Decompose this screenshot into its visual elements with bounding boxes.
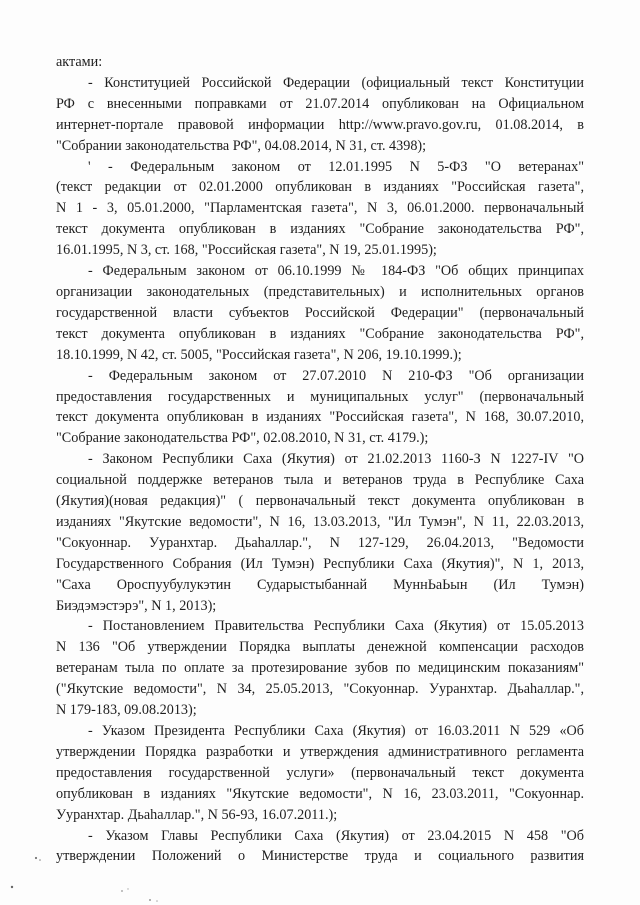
text-line: текст документа опубликован в изданиях "Собрание законодательства РФ",: [56, 325, 584, 342]
text-line: N 1 - 3, 05.01.2000, "Парламентская газета", N 3, 06.01.2000. первоначальный: [56, 200, 584, 217]
text-line: утверждении Положений о Министерстве труда и социального развития: [56, 848, 584, 865]
text-line: N 179-183, 09.08.2013);: [56, 702, 197, 719]
text-line: Биэдэмэстэрэ", N 1, 2013);: [56, 597, 217, 614]
text-line: - Федеральным законом от 27.07.2010 N 210-ФЗ "Об организации: [88, 367, 584, 384]
text-line: ' - Федеральным законом от 12.01.1995 N 5-ФЗ "О ветеранах": [88, 158, 584, 175]
text-line: (Якутия)(новая редакция)" ( первоначальный текст документа опубликован в: [56, 493, 584, 510]
text-line: - Указом Президента Республики Саха (Якутия) от 16.03.2011 N 529 «Об: [88, 723, 584, 739]
text-line: "Собрание законодательства РФ", 02.08.2010, N 31, ст. 4179.);: [56, 430, 429, 447]
text-line: Ууранхтар. Дьаhаллар.", N 56-93, 16.07.2011.);: [56, 806, 338, 823]
text-line: "Собрании законодательства РФ", 04.08.2014, N 31, ст. 4398);: [56, 137, 427, 154]
text-line: - Федеральным законом от 06.10.1999 № 184-ФЗ "Об общих принципах: [88, 263, 584, 280]
text-line: утверждении Порядка разработки и утверждения административного регламента: [56, 743, 584, 760]
text-line: - Постановлением Правительства Республики Саха (Якутия) от 15.05.2013: [88, 618, 584, 635]
text-line: изданиях "Якутские ведомости", N 16, 13.03.2013, "Ил Тумэн", N 11, 22.03.2013,: [56, 513, 584, 530]
text-line: ("Якутские ведомости", N 34, 25.05.2013, "Сокуоннар. Ууранхтар. Дьаhаллар.",: [56, 681, 584, 698]
text-line: - Законом Республики Саха (Якутия) от 21.02.2013 1160-З N 1227-IV "О: [88, 451, 584, 468]
text-line: 18.10.1999, N 42, ст. 5005, "Российская газета", N 206, 19.10.1999.);: [56, 346, 462, 363]
text-line: текст документа опубликован в изданиях "Собрание законодательства РФ",: [56, 221, 584, 238]
text-line: опубликован в изданиях "Якутские ведомости", N 16, 23.03.2011, "Сокуоннар.: [56, 785, 584, 802]
text-line: 16.01.1995, N 3, ст. 168, "Российская газета", N 19, 25.01.1995);: [56, 242, 437, 259]
text-line: текст документа опубликован в изданиях "Российская газета", N 168, 30.07.2010,: [56, 409, 584, 426]
text-line: - Указом Главы Республики Саха (Якутия) от 23.04.2015 N 458 "Об: [88, 827, 584, 844]
text-line: организации законодательных (представительных) и исполнительных органов: [56, 283, 584, 300]
text-line: актами:: [56, 54, 103, 70]
text-line: РФ с внесенными поправками от 21.07.2014 опубликован на Официальном: [56, 95, 584, 112]
text-line: - Конституцией Российской Федерации (официальный текст Конституции: [88, 74, 584, 91]
text-line: социальной поддержке ветеранов тыла и ветеранов труда в Республике Саха: [56, 472, 584, 489]
document-body: [56, 52, 584, 867]
text-line: (текст редакции от 02.01.2000 опубликован в изданиях "Российская газета",: [56, 179, 584, 196]
text-line: "Саха Ороспуубулукэтин Сударыстыбаннай МуннЬаЬын (Ил Тумэн): [56, 576, 584, 593]
text-line: N 136 "Об утверждении Порядка выплаты денежной компенсации расходов: [56, 639, 584, 656]
text-line: интернет-портале правовой информации http://www.pravo.gov.ru, 01.08.2014, в: [56, 116, 584, 133]
text-line: государственной власти субъектов Российской Федерации" (первоначальный: [56, 304, 584, 321]
text-line: ветеранам тыла по оплате за протезирование зубов по медицинским показаниям": [56, 660, 584, 677]
text-line: Государственного Собрания (Ил Тумэн) Республики Саха (Якутия)", N 1, 2013,: [56, 555, 584, 572]
text-line: предоставления государственных и муниципальных услуг" (первоначальный: [56, 388, 584, 405]
text-line: "Сокуоннар. Ууранхтар. Дьаhаллар.", N 127-129, 26.04.2013, "Ведомости: [56, 534, 584, 551]
text-line: предоставления государственной услуги» (первоначальный текст документа: [56, 764, 584, 781]
